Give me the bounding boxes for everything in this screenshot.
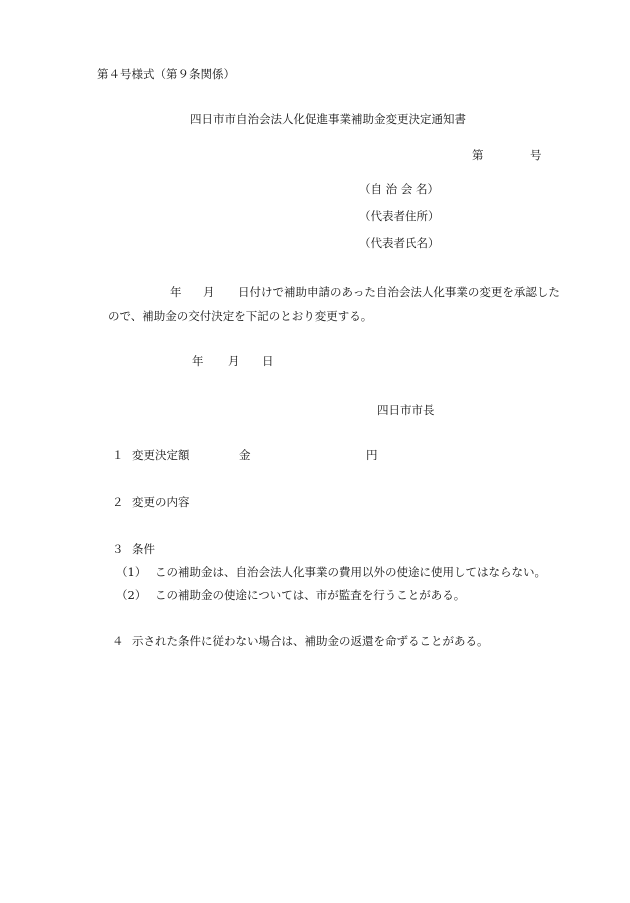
condition-number: （2） <box>116 588 147 602</box>
body-year-label: 年 <box>170 285 182 299</box>
issuer: 四日市市長 <box>377 403 435 417</box>
form-number: 第４号様式（第９条関係） <box>97 67 235 81</box>
recipient-rep-name: （代表者氏名） <box>359 236 440 250</box>
doc-number-suffix: 号 <box>530 148 542 162</box>
item3-label: 条件 <box>132 542 155 556</box>
recipient-rep-address: （代表者住所） <box>359 209 440 223</box>
item3-number: ３ <box>112 542 124 556</box>
item4-text: 示された条件に従わない場合は、補助金の返還を命ずることがある。 <box>132 634 489 648</box>
doc-number-prefix: 第 <box>472 148 484 162</box>
document-title: 四日市市自治会法人化促進事業補助金変更決定通知書 <box>190 112 466 126</box>
recipient-association-name: （自 治 会 名） <box>359 182 439 196</box>
condition-text: この補助金の使途については、市が監査を行うことがある。 <box>155 588 466 602</box>
body-line2: ので、補助金の交付決定を下記のとおり変更する。 <box>108 309 373 323</box>
body-line1: 日付けで補助申請のあった自治会法人化事業の変更を承認した <box>238 285 560 299</box>
item2-label: 変更の内容 <box>132 495 190 509</box>
date-day: 日 <box>262 354 274 368</box>
date-year: 年 <box>192 354 204 368</box>
item1-currency-suffix: 円 <box>366 448 378 462</box>
item1-number: １ <box>112 448 124 462</box>
item4-number: ４ <box>112 634 124 648</box>
item2-number: ２ <box>112 495 124 509</box>
item1-label: 変更決定額 <box>132 448 190 462</box>
condition-text: この補助金は、自治会法人化事業の費用以外の使途に使用してはならない。 <box>155 565 546 579</box>
condition-number: （1） <box>116 565 147 579</box>
item1-currency-prefix: 金 <box>239 448 251 462</box>
body-month-label: 月 <box>203 285 215 299</box>
date-month: 月 <box>228 354 240 368</box>
